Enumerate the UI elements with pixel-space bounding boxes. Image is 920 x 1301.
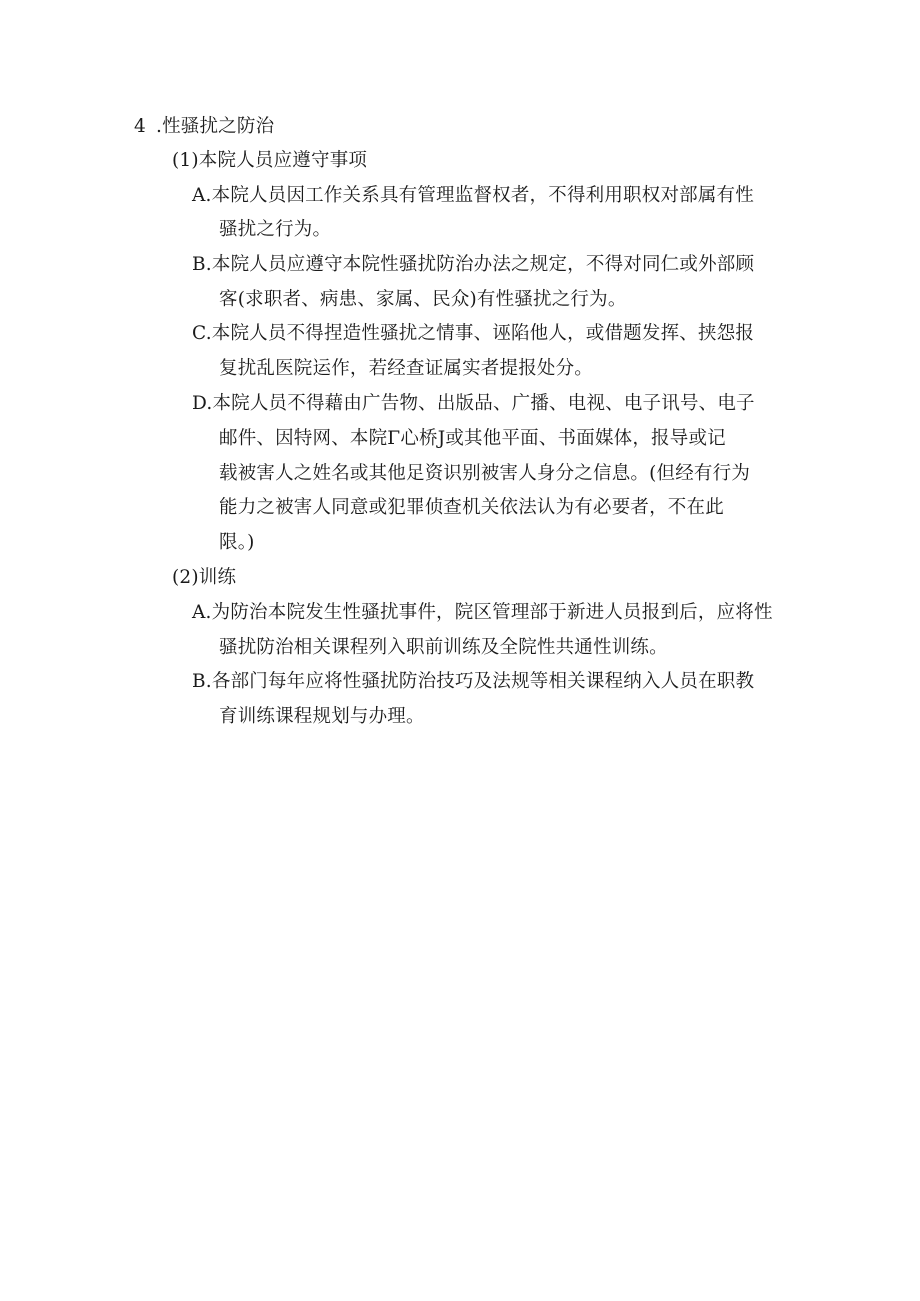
subsection-heading: (2)训练 — [172, 567, 237, 588]
subsection-heading: (1)本院人员应遵守事项 — [172, 150, 368, 171]
section-heading — [134, 115, 274, 139]
section-number: 4 — [134, 116, 146, 137]
list-item-a-line-2: 骚扰之行为。 — [219, 219, 332, 240]
list-item-d-line-2: 邮件、因特网、本院Γ心桥J或其他平面、书面媒体，报导或记 — [219, 428, 726, 449]
list-item-d-line-4: 能力之被害人同意或犯罪侦查机关依法认为有必要者，不在此 — [219, 497, 724, 518]
list-item-b-line-1: B.本院人员应遵守本院性骚扰防治办法之规定，不得对同仁或外部顾 — [192, 254, 755, 275]
list-item-b-line-1: B.各部门每年应将性骚扰防治技巧及法规等相关课程纳入人员在职教 — [192, 671, 755, 692]
list-item-a-line-1: A.本院人员因工作关系具有管理监督权者，不得利用职权对部属有性 — [192, 185, 754, 206]
list-item-a-line-1: A.为防治本院发生性骚扰事件，院区管理部于新进人员报到后，应将性 — [192, 602, 773, 623]
section-title: .性骚扰之防治 — [155, 116, 275, 137]
list-item-d-line-1: D.本院人员不得藉由广告物、出版品、广播、电视、电子讯号、电子 — [192, 393, 755, 414]
list-item-c-line-1: C.本院人员不得捏造性骚扰之情事、诬陷他人，或借题发挥、挟怨报 — [192, 323, 755, 344]
list-item-b-line-2: 客(求职者、病患、家属、民众)有性骚扰之行为。 — [219, 289, 627, 310]
list-item-d-line-5: 限。) — [219, 532, 255, 553]
list-item-c-line-2: 复扰乱医院运作，若经查证属实者提报处分。 — [219, 358, 594, 379]
list-item-a-line-2: 骚扰防治相关课程列入职前训练及全院性共通性训练。 — [219, 637, 668, 658]
list-item-d-line-3: 载被害人之姓名或其他足资识别被害人身分之信息。(但经有行为 — [219, 463, 751, 484]
list-item-b-line-2: 育训练课程规划与办理。 — [219, 706, 425, 727]
